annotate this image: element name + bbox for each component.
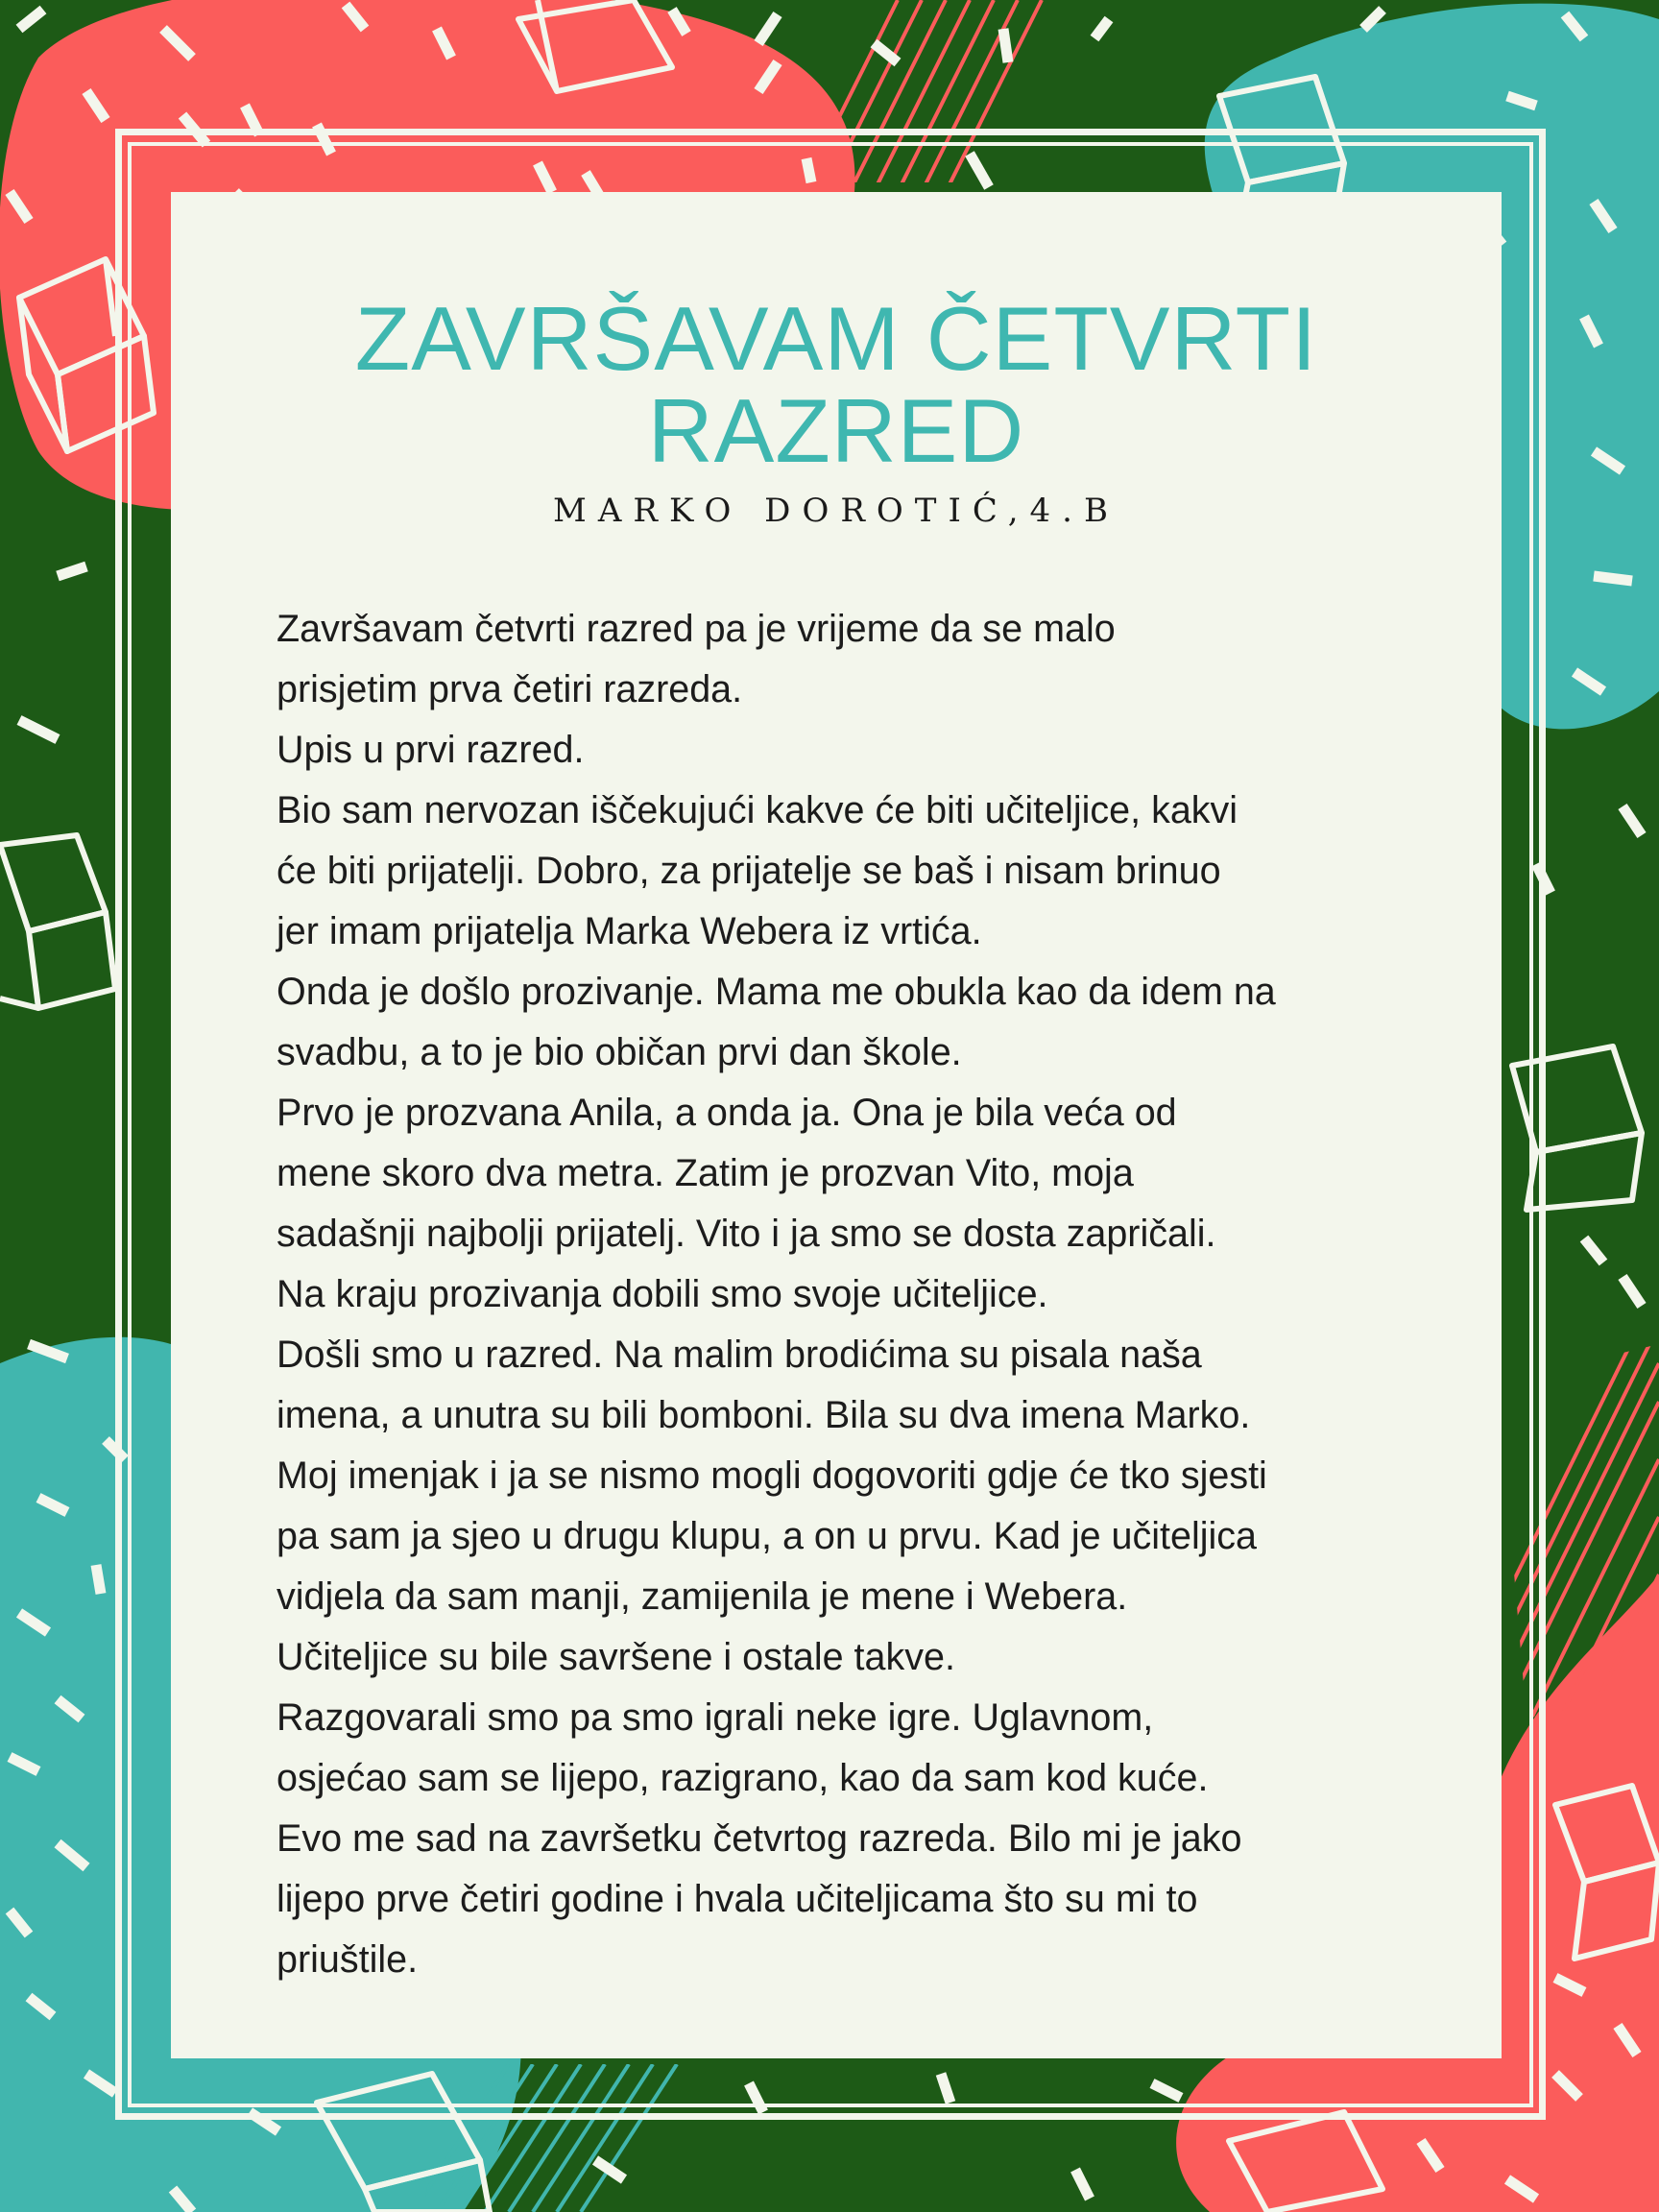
text-line: priuštile. — [276, 1938, 419, 1981]
text-line: Onda je došlo prozivanje. Mama me obukla kao da idem na — [276, 971, 1276, 1013]
text-line: mene skoro dva metra. Zatim je prozvan Vito, moja — [276, 1152, 1134, 1194]
text-line: Evo me sad na završetku četvrtog razreda. Bilo mi je jako — [276, 1817, 1242, 1860]
text-line: lijepo prve četiri godine i hvala učiteljicama što su mi to — [276, 1878, 1198, 1920]
text-line: će biti prijatelji. Dobro, za prijatelje se baš i nisam brinuo — [276, 850, 1221, 892]
title-line-2: RAZRED — [647, 380, 1025, 481]
text-line: pa sam ja sjeo u drugu klupu, a on u prvu. Kad je učiteljica — [276, 1515, 1258, 1557]
cube-icon — [0, 835, 115, 1008]
author-byline: MARKO DOROTIĆ,4.B — [553, 492, 1119, 530]
text-line: Bio sam nervozan iščekujući kakve će biti učiteljice, kakvi — [276, 789, 1238, 831]
text-line: imena, a unutra su bili bomboni. Bila su dva imena Marko. — [276, 1394, 1251, 1436]
text-line: Prvo je prozvana Anila, a onda ja. Ona je bila veća od — [276, 1092, 1177, 1134]
text-line: svadbu, a to je bio običan prvi dan škole. — [276, 1031, 962, 1073]
text-line: sadašnji najbolji prijatelj. Vito i ja smo se dosta zapričali. — [276, 1213, 1216, 1255]
text-line: Učiteljice su bile savršene i ostale takve. — [276, 1636, 955, 1678]
text-line: Završavam četvrti razred pa je vrijeme da se malo — [276, 608, 1116, 650]
text-line: Došli smo u razred. Na malim brodićima su pisala naša — [276, 1334, 1202, 1376]
text-line: jer imam prijatelja Marka Webera iz vrtića. — [276, 910, 982, 952]
title-line-1: ZAVRŠAVAM ČETVRTI — [354, 288, 1318, 389]
text-line: Na kraju prozivanja dobili smo svoje učiteljice. — [276, 1273, 1048, 1315]
text-line: prisjetim prva četiri razreda. — [276, 668, 743, 710]
text-line: vidjela da sam manji, zamijenila je mene i Webera. — [276, 1575, 1128, 1618]
essay-body — [276, 599, 1467, 1990]
text-line: Moj imenjak i ja se nismo mogli dogovoriti gdje će tko sjesti — [276, 1455, 1267, 1497]
text-line: Razgovarali smo pa smo igrali neke igre. Uglavnom, — [276, 1696, 1154, 1739]
page-title — [171, 288, 1502, 481]
text-line: osjećao sam se lijepo, razigrano, kao da sam kod kuće. — [276, 1757, 1209, 1799]
text-line: Upis u prvi razred. — [276, 729, 585, 771]
